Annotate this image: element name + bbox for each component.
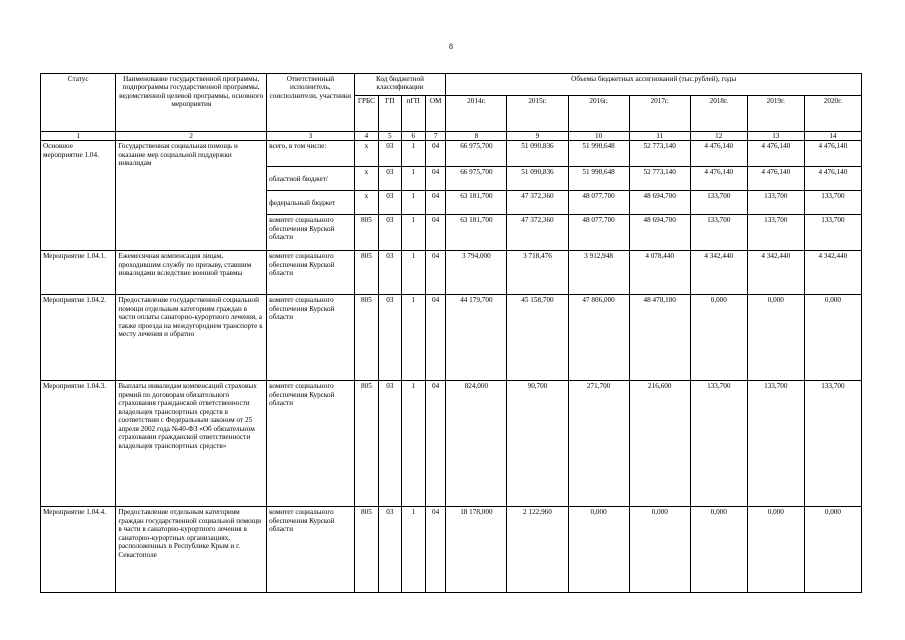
table-row [41,295,862,381]
header-responsible: Ответственный исполнитель, соисполнители, участники [267,74,355,132]
amount-cell: 0,000 [690,507,747,593]
kbk-cell: 1 [401,251,425,295]
column-index-row [41,132,862,141]
column-index: 14 [804,132,861,141]
amount-cell: 48 478,100 [629,295,690,381]
amount-cell: 133,700 [804,191,861,215]
kbk-cell: 1 [401,381,425,507]
amount-cell: 133,700 [747,381,804,507]
kbk-cell: 04 [425,215,445,251]
amount-cell: 271,700 [568,381,629,507]
amount-cell: 133,700 [690,381,747,507]
table-row [41,381,862,507]
amount-cell: 52 773,140 [629,167,690,191]
kbk-cell: 1 [401,167,425,191]
amount-cell: 0,000 [629,507,690,593]
amount-cell: 48 694,700 [629,191,690,215]
table-row [41,141,862,167]
amount-cell: 3 794,000 [446,251,507,295]
amount-cell: 90,700 [507,381,568,507]
header-kbk-group: Код бюджетной классификации [354,74,446,96]
kbk-cell: 04 [425,295,445,381]
kbk-cell: x [354,191,378,215]
amount-cell: 4 476,140 [747,167,804,191]
column-index: 6 [401,132,425,141]
table-row [41,507,862,593]
name-cell: Предоставление отдельным категориям граждан государственной социальной помощи в части в санаторно-курортного лечения в санаторно-курортных организациях, расположенных в Республике Крым и г. Севастополе [116,507,267,593]
kbk-cell: 04 [425,381,445,507]
header-kbk-om: ОМ [425,96,445,132]
status-cell: Мероприятие 1.04.2. [41,295,116,381]
kbk-cell: 03 [379,167,401,191]
amount-cell: 4 476,140 [747,141,804,167]
amount-cell: 45 158,700 [507,295,568,381]
header-amounts-group: Объемы бюджетных ассигнований (тыс.рублей), годы [446,74,862,96]
amount-cell: 47 806,000 [568,295,629,381]
kbk-cell: 04 [425,191,445,215]
amount-cell: 44 179,700 [446,295,507,381]
kbk-cell: 805 [354,295,378,381]
name-cell: Государственная социальная помощь и оказание мер социальной поддержки инвалидам [116,141,267,251]
kbk-cell: 805 [354,381,378,507]
column-index: 9 [507,132,568,141]
kbk-cell: 04 [425,507,445,593]
responsible-cell: комитет социального обеспечения Курской области [267,251,355,295]
amount-cell: 4 476,140 [804,141,861,167]
amount-cell: 4 342,440 [747,251,804,295]
responsible-cell: федеральный бюджет [267,191,355,215]
responsible-cell: комитет социального обеспечения Курской области [267,215,355,251]
amount-cell: 63 181,700 [446,191,507,215]
header-year: 2020г. [804,96,861,132]
header-kbk-pgp: пГП [401,96,425,132]
kbk-cell: 1 [401,191,425,215]
responsible-cell: комитет социального обеспечения Курской области [267,295,355,381]
column-index: 5 [379,132,401,141]
amount-cell: 0,000 [804,295,861,381]
amount-cell: 133,700 [804,215,861,251]
column-index: 7 [425,132,445,141]
amount-cell: 47 372,360 [507,191,568,215]
amount-cell: 824,000 [446,381,507,507]
amount-cell: 47 372,360 [507,215,568,251]
column-index: 10 [568,132,629,141]
amount-cell: 66 975,700 [446,167,507,191]
column-index: 8 [446,132,507,141]
amount-cell: 133,700 [690,191,747,215]
amount-cell: 51 990,648 [568,141,629,167]
header-year: 2014г. [446,96,507,132]
kbk-cell: 805 [354,251,378,295]
amount-cell: 0,000 [804,507,861,593]
budget-table [40,73,862,593]
table-row [41,251,862,295]
kbk-cell: 1 [401,215,425,251]
name-cell: Ежемесячная компенсация лицам, проходившим службу по призыву, ставшим инвалидами вследствие военной травмы [116,251,267,295]
amount-cell: 4 476,140 [804,167,861,191]
kbk-cell: 805 [354,215,378,251]
kbk-cell: 03 [379,507,401,593]
amount-cell: 18 178,000 [446,507,507,593]
header-name: Наименование государственной программы, подпрограммы государственной программы, ведомственной целевой программы, основного мероприятия [116,74,267,132]
kbk-cell: 1 [401,295,425,381]
kbk-cell: 04 [425,167,445,191]
kbk-cell: 03 [379,295,401,381]
amount-cell: 133,700 [747,191,804,215]
header-year: 2019г. [747,96,804,132]
amount-cell: 4 476,140 [690,141,747,167]
amount-cell: 66 975,700 [446,141,507,167]
header-kbk-grbs: ГРБС [354,96,378,132]
amount-cell: 63 181,700 [446,215,507,251]
kbk-cell: x [354,141,378,167]
amount-cell: 4 476,140 [690,167,747,191]
amount-cell: 0,000 [690,295,747,381]
kbk-cell: 03 [379,141,401,167]
header-status: Статус [41,74,116,132]
column-index: 4 [354,132,378,141]
header-year: 2016г. [568,96,629,132]
kbk-cell: x [354,167,378,191]
kbk-cell: 1 [401,507,425,593]
name-cell: Предоставление государственной социальной помощи отдельным категориям граждан в части оплаты санаторно-курортного лечения, а также проезда на междугороднем транспорте к месту лечения и обратно [116,295,267,381]
column-index: 1 [41,132,116,141]
amount-cell: 133,700 [690,215,747,251]
status-cell: Мероприятие 1.04.1. [41,251,116,295]
responsible-cell: комитет социального обеспечения Курской области [267,507,355,593]
header-year: 2015г. [507,96,568,132]
column-index: 13 [747,132,804,141]
amount-cell: 133,700 [804,381,861,507]
kbk-cell: 03 [379,381,401,507]
responsible-cell: областной бюджет/ [267,167,355,191]
amount-cell: 0,000 [747,295,804,381]
amount-cell: 4 342,440 [690,251,747,295]
header-year: 2017г. [629,96,690,132]
responsible-cell: комитет социального обеспечения Курской области [267,381,355,507]
kbk-cell: 1 [401,141,425,167]
column-index: 3 [267,132,355,141]
amount-cell: 2 122,960 [507,507,568,593]
header-year: 2018г. [690,96,747,132]
kbk-cell: 03 [379,215,401,251]
kbk-cell: 03 [379,191,401,215]
column-index: 12 [690,132,747,141]
kbk-cell: 04 [425,251,445,295]
amount-cell: 216,600 [629,381,690,507]
amount-cell: 48 077,700 [568,191,629,215]
responsible-cell: всего, в том числе: [267,141,355,167]
amount-cell: 48 077,700 [568,215,629,251]
name-cell: Выплаты инвалидам компенсаций страховых премий по договорам обязательного страхования гражданской ответственности владельцев транспортных средств в соответствии с Федеральным законом от 25 апреля 2002 года №40-ФЗ «Об обязательном страховании гражданской ответственности владельцев транспортных средств» [116,381,267,507]
amount-cell: 4 078,440 [629,251,690,295]
column-index: 2 [116,132,267,141]
amount-cell: 0,000 [568,507,629,593]
amount-cell: 51 990,648 [568,167,629,191]
column-index: 11 [629,132,690,141]
amount-cell: 48 694,700 [629,215,690,251]
amount-cell: 51 090,836 [507,167,568,191]
amount-cell: 52 773,140 [629,141,690,167]
kbk-cell: 805 [354,507,378,593]
amount-cell: 3 912,948 [568,251,629,295]
amount-cell: 3 718,476 [507,251,568,295]
page-number: 8 [449,42,453,51]
amount-cell: 4 342,440 [804,251,861,295]
amount-cell: 51 090,836 [507,141,568,167]
status-cell: Мероприятие 1.04.3. [41,381,116,507]
kbk-cell: 04 [425,141,445,167]
status-cell: Мероприятие 1.04.4. [41,507,116,593]
header-kbk-gp: ГП [379,96,401,132]
kbk-cell: 03 [379,251,401,295]
amount-cell: 0,000 [747,507,804,593]
status-cell: Основное мероприятие 1.04. [41,141,116,251]
amount-cell: 133,700 [747,215,804,251]
